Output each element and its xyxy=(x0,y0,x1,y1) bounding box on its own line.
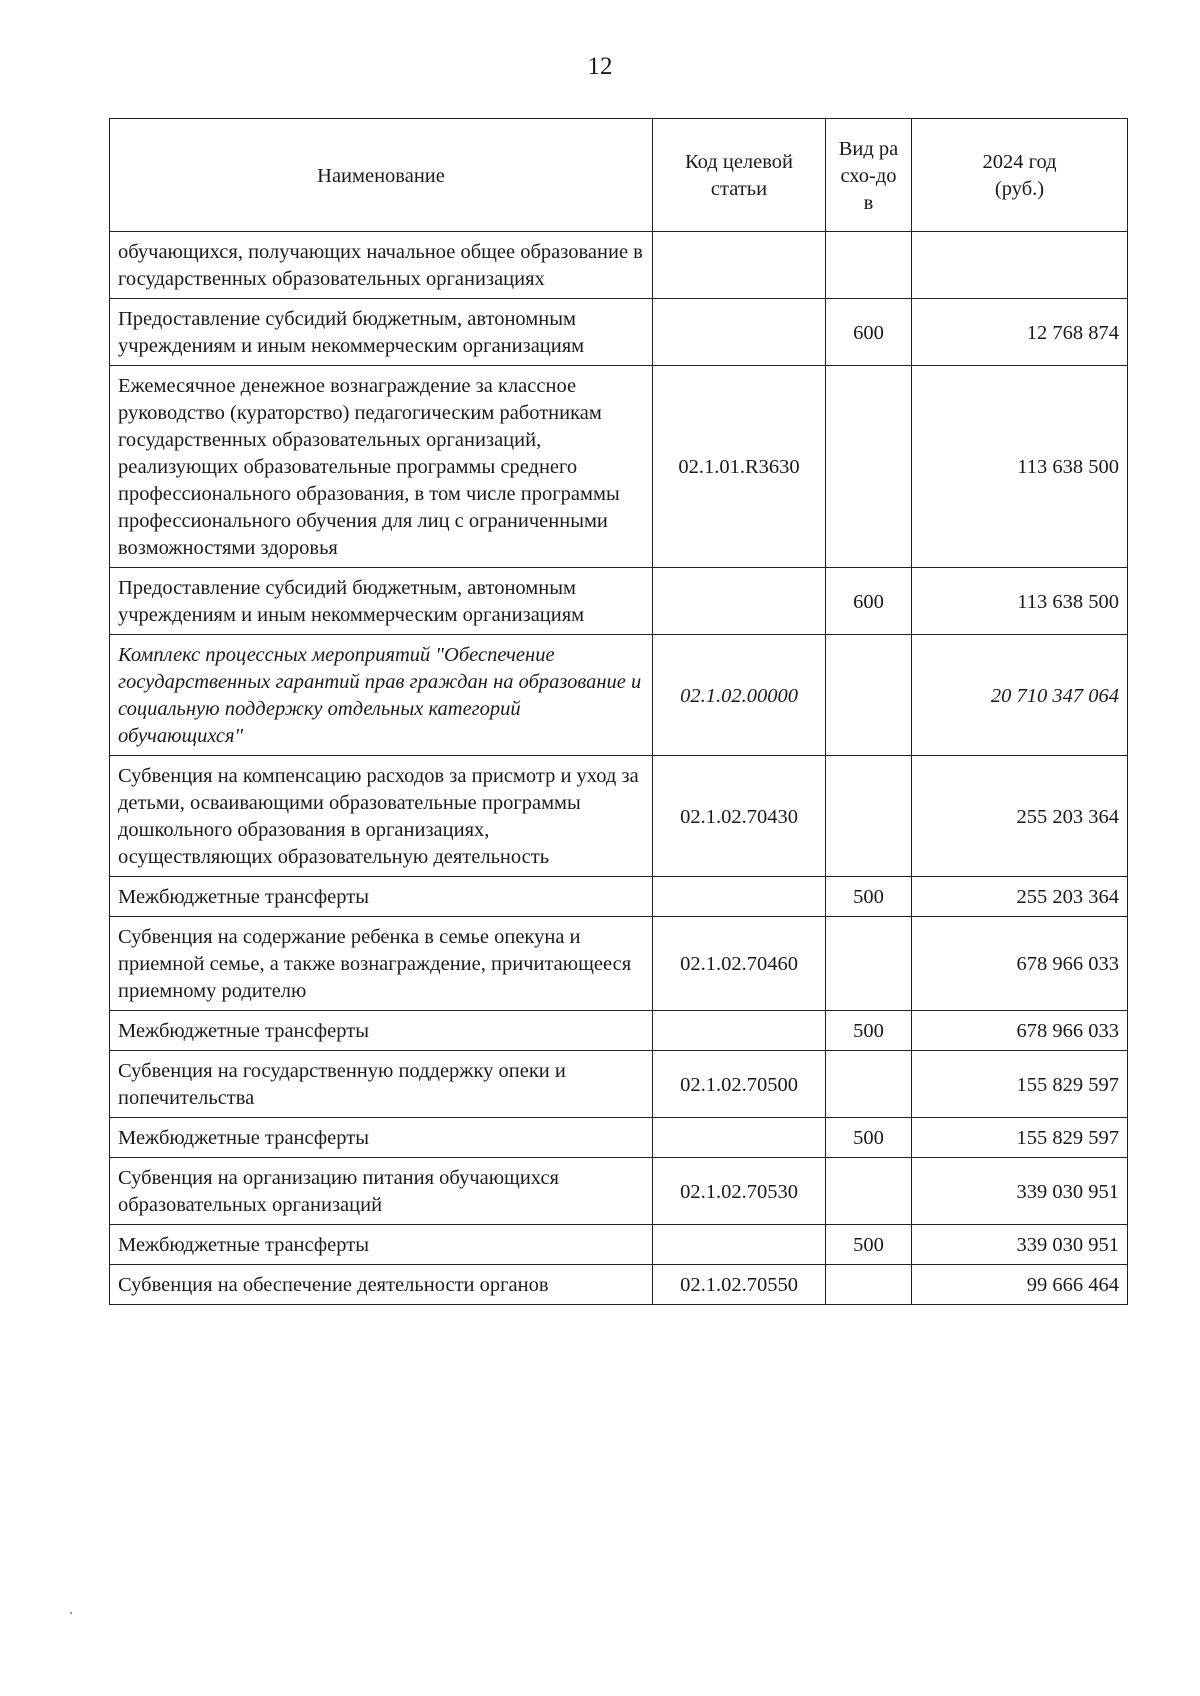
cell-name: Межбюджетные трансферты xyxy=(110,877,653,917)
cell-code xyxy=(653,1118,826,1158)
header-type xyxy=(826,119,912,232)
cell-amount: 339 030 951 xyxy=(912,1225,1128,1265)
cell-name: Субвенция на компенсацию расходов за присмотр и уход за детьми, осваивающими образовательные программы дошкольного образования в организациях, осуществляющих образовательную деятельность xyxy=(110,756,653,877)
cell-type xyxy=(826,366,912,568)
cell-code: 02.1.02.70430 xyxy=(653,756,826,877)
table-row xyxy=(110,1051,1128,1118)
cell-type: 500 xyxy=(826,877,912,917)
cell-type: 500 xyxy=(826,1011,912,1051)
cell-name: Предоставление субсидий бюджетным, автономным учреждениям и иным некоммерческим организациям xyxy=(110,568,653,635)
cell-code xyxy=(653,232,826,299)
cell-type xyxy=(826,635,912,756)
header-name: Наименование xyxy=(110,119,653,232)
table-row xyxy=(110,366,1128,568)
cell-name: Ежемесячное денежное вознаграждение за классное руководство (кураторство) педагогическим работникам государственных образовательных организаций, реализующих образовательные программы среднего профессионального образования, в том числе программы профессионального обучения для лиц с ограниченными возможностями здоровья xyxy=(110,366,653,568)
cell-amount: 113 638 500 xyxy=(912,366,1128,568)
cell-name: Межбюджетные трансферты xyxy=(110,1225,653,1265)
budget-table xyxy=(109,118,1128,1305)
cell-name: Субвенция на содержание ребенка в семье опекуна и приемной семье, а также вознаграждение, причитающееся приемному родителю xyxy=(110,917,653,1011)
cell-type xyxy=(826,1158,912,1225)
cell-name: обучающихся, получающих начальное общее образование в государственных образовательных организациях xyxy=(110,232,653,299)
table-row xyxy=(110,1011,1128,1051)
cell-name: Межбюджетные трансферты xyxy=(110,1118,653,1158)
cell-name: Межбюджетные трансферты xyxy=(110,1011,653,1051)
page-number: 12 xyxy=(587,53,613,80)
cell-code: 02.1.01.R3630 xyxy=(653,366,826,568)
cell-code xyxy=(653,1225,826,1265)
cell-amount: 155 829 597 xyxy=(912,1051,1128,1118)
cell-code xyxy=(653,568,826,635)
cell-amount: 339 030 951 xyxy=(912,1158,1128,1225)
table-row xyxy=(110,232,1128,299)
cell-code: 02.1.02.70530 xyxy=(653,1158,826,1225)
table-row xyxy=(110,917,1128,1011)
cell-code: 02.1.02.70550 xyxy=(653,1265,826,1305)
table-row xyxy=(110,568,1128,635)
table-body xyxy=(110,232,1128,1305)
cell-name: Субвенция на государственную поддержку опеки и попечительства xyxy=(110,1051,653,1118)
header-amount-text: 2024 год (руб.) xyxy=(982,151,1057,200)
cell-type xyxy=(826,1265,912,1305)
cell-type xyxy=(826,232,912,299)
table-row xyxy=(110,1265,1128,1305)
cell-type: 500 xyxy=(826,1225,912,1265)
cell-amount: 678 966 033 xyxy=(912,917,1128,1011)
table-row xyxy=(110,1225,1128,1265)
scan-speck xyxy=(70,1612,72,1614)
cell-amount: 12 768 874 xyxy=(912,299,1128,366)
cell-amount: 255 203 364 xyxy=(912,877,1128,917)
cell-code xyxy=(653,877,826,917)
table-header-row xyxy=(110,119,1128,232)
cell-type: 600 xyxy=(826,299,912,366)
cell-name: Предоставление субсидий бюджетным, автономным учреждениям и иным некоммерческим организациям xyxy=(110,299,653,366)
cell-name: Субвенция на организацию питания обучающихся образовательных организаций xyxy=(110,1158,653,1225)
cell-code: 02.1.02.70460 xyxy=(653,917,826,1011)
cell-amount: 20 710 347 064 xyxy=(912,635,1128,756)
cell-type: 500 xyxy=(826,1118,912,1158)
table-row xyxy=(110,1158,1128,1225)
cell-code: 02.1.02.00000 xyxy=(653,635,826,756)
table-row xyxy=(110,299,1128,366)
cell-type xyxy=(826,917,912,1011)
cell-amount: 155 829 597 xyxy=(912,1118,1128,1158)
cell-type xyxy=(826,1051,912,1118)
header-type-text: Вид расхо-дов xyxy=(838,137,899,214)
table-row xyxy=(110,756,1128,877)
cell-name: Субвенция на обеспечение деятельности органов xyxy=(110,1265,653,1305)
cell-amount xyxy=(912,232,1128,299)
cell-amount: 255 203 364 xyxy=(912,756,1128,877)
cell-type xyxy=(826,756,912,877)
cell-code xyxy=(653,1011,826,1051)
cell-type: 600 xyxy=(826,568,912,635)
cell-amount: 678 966 033 xyxy=(912,1011,1128,1051)
cell-name: Комплекс процессных мероприятий "Обеспечение государственных гарантий прав граждан на образование и социальную поддержку отдельных категорий обучающихся" xyxy=(110,635,653,756)
cell-amount: 113 638 500 xyxy=(912,568,1128,635)
header-code-text: Код целевой статьи xyxy=(684,151,794,200)
cell-code xyxy=(653,299,826,366)
cell-amount: 99 666 464 xyxy=(912,1265,1128,1305)
table-row xyxy=(110,1118,1128,1158)
table-row xyxy=(110,877,1128,917)
header-code xyxy=(653,119,826,232)
cell-code: 02.1.02.70500 xyxy=(653,1051,826,1118)
header-amount xyxy=(912,119,1128,232)
table-row xyxy=(110,635,1128,756)
